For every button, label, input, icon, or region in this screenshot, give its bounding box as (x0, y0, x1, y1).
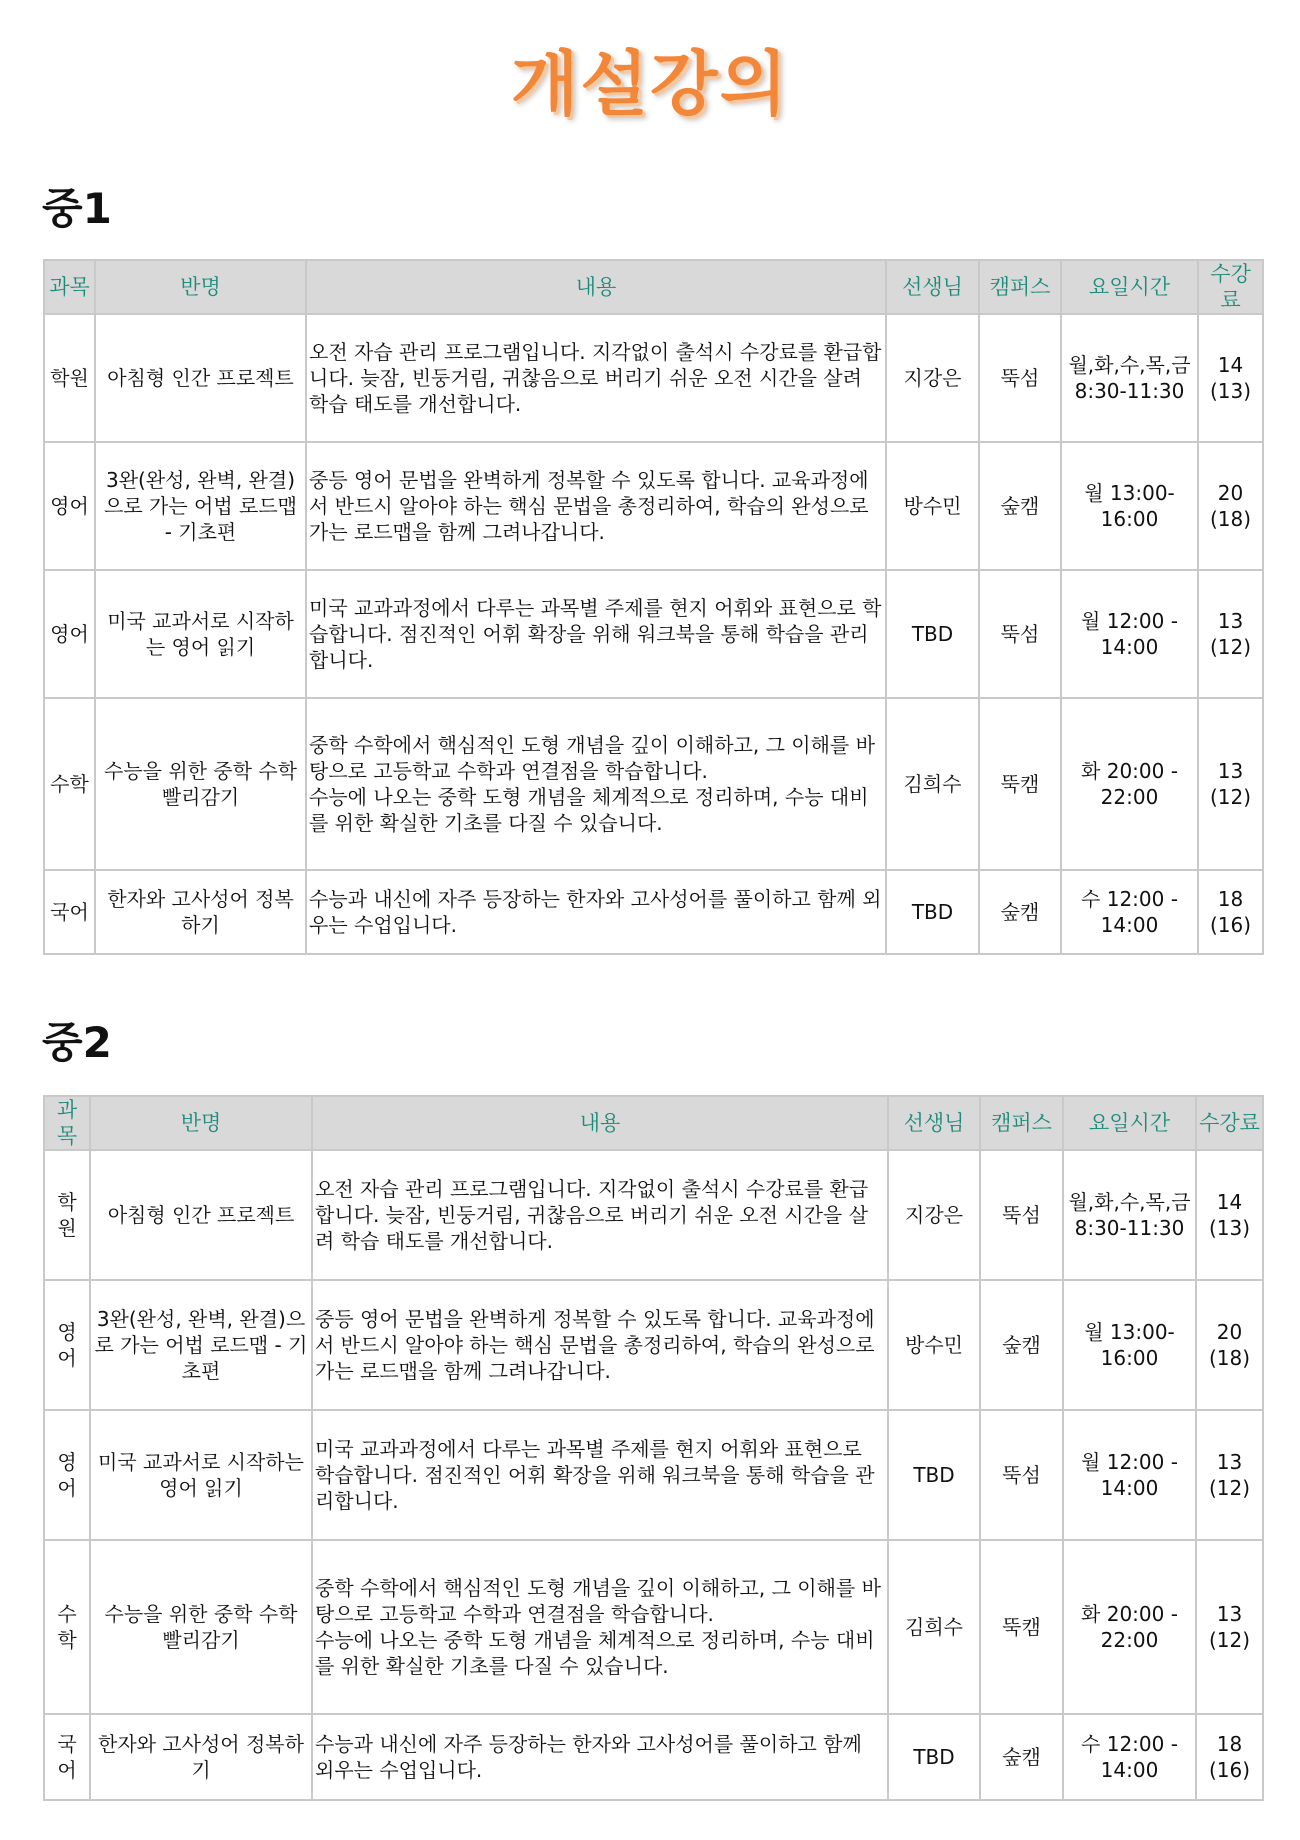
cell-campus: 뚝섬 (979, 570, 1061, 698)
cell-campus: 숲캠 (980, 1714, 1063, 1800)
cell-campus: 뚝캠 (979, 698, 1061, 870)
header-campus: 캠퍼스 (980, 1096, 1063, 1150)
cell-class-name: 3완(완성, 완벽, 완결)으로 가는 어법 로드맵 - 기초편 (90, 1280, 312, 1410)
cell-subject: 수학 (44, 1540, 90, 1714)
header-campus: 캠퍼스 (979, 260, 1061, 314)
cell-campus: 뚝섬 (980, 1410, 1063, 1540)
cell-schedule: 화 20:00 - 22:00 (1063, 1540, 1196, 1714)
cell-class-name: 한자와 고사성어 정복하기 (90, 1714, 312, 1800)
table-row (44, 1410, 1263, 1540)
cell-teacher: TBD (888, 1410, 980, 1540)
cell-schedule: 월 12:00 - 14:00 (1061, 570, 1198, 698)
cell-fee: 18 (16) (1198, 870, 1263, 954)
header-class-name: 반명 (95, 260, 306, 314)
cell-teacher: 김희수 (888, 1540, 980, 1714)
cell-class-name: 아침형 인간 프로젝트 (95, 314, 306, 442)
cell-campus: 숲캠 (979, 442, 1061, 570)
cell-teacher: 지강은 (886, 314, 979, 442)
cell-teacher: 지강은 (888, 1150, 980, 1280)
cell-teacher: 방수민 (888, 1280, 980, 1410)
cell-teacher: TBD (888, 1714, 980, 1800)
cell-campus: 뚝캠 (980, 1540, 1063, 1714)
course-table-middle2 (43, 1095, 1264, 1801)
cell-class-name: 수능을 위한 중학 수학 빨리감기 (90, 1540, 312, 1714)
cell-content: 미국 교과과정에서 다루는 과목별 주제를 현지 어휘와 표현으로 학습합니다. 점진적인 어휘 확장을 위해 워크북을 통해 학습을 관리합니다. (312, 1410, 888, 1540)
table-row (44, 1280, 1263, 1410)
section-title-middle1: 중1 (42, 184, 112, 233)
cell-teacher: 방수민 (886, 442, 979, 570)
cell-fee: 13 (12) (1196, 1410, 1263, 1540)
cell-teacher: 김희수 (886, 698, 979, 870)
cell-content: 중등 영어 문법을 완벽하게 정복할 수 있도록 합니다. 교육과정에서 반드시 알아야 하는 핵심 문법을 총정리하여, 학습의 완성으로 가는 로드맵을 함께 그려나갑니다. (312, 1280, 888, 1410)
cell-schedule: 수 12:00 - 14:00 (1063, 1714, 1196, 1800)
table-row (44, 698, 1263, 870)
header-fee: 수강료 (1198, 260, 1263, 314)
cell-class-name: 한자와 고사성어 정복하기 (95, 870, 306, 954)
cell-content: 수능과 내신에 자주 등장하는 한자와 고사성어를 풀이하고 함께 외우는 수업입니다. (306, 870, 886, 954)
table-row (44, 1540, 1263, 1714)
table-row (44, 870, 1263, 954)
header-schedule: 요일시간 (1063, 1096, 1196, 1150)
cell-subject: 영어 (44, 1410, 90, 1540)
cell-content: 미국 교과과정에서 다루는 과목별 주제를 현지 어휘와 표현으로 학습합니다. 점진적인 어휘 확장을 위해 워크북을 통해 학습을 관리합니다. (306, 570, 886, 698)
header-schedule: 요일시간 (1061, 260, 1198, 314)
cell-content: 오전 자습 관리 프로그램입니다. 지각없이 출석시 수강료를 환급합니다. 늦잠, 빈둥거림, 귀찮음으로 버리기 쉬운 오전 시간을 살려 학습 태도를 개선합니다. (306, 314, 886, 442)
section-title-middle2: 중2 (42, 1018, 112, 1067)
table-row (44, 1150, 1263, 1280)
cell-schedule: 화 20:00 - 22:00 (1061, 698, 1198, 870)
table-row (44, 314, 1263, 442)
cell-fee: 20 (18) (1198, 442, 1263, 570)
cell-campus: 뚝섬 (980, 1150, 1063, 1280)
table-header-row (44, 260, 1263, 314)
cell-class-name: 3완(완성, 완벽, 완결)으로 가는 어법 로드맵 - 기초편 (95, 442, 306, 570)
header-content: 내용 (312, 1096, 888, 1150)
table-row (44, 442, 1263, 570)
cell-class-name: 아침형 인간 프로젝트 (90, 1150, 312, 1280)
cell-schedule: 월 13:00-16:00 (1063, 1280, 1196, 1410)
cell-fee: 13 (12) (1196, 1540, 1263, 1714)
cell-teacher: TBD (886, 870, 979, 954)
cell-class-name: 수능을 위한 중학 수학 빨리감기 (95, 698, 306, 870)
cell-fee: 13 (12) (1198, 698, 1263, 870)
cell-subject: 국어 (44, 1714, 90, 1800)
cell-content: 중등 영어 문법을 완벽하게 정복할 수 있도록 합니다. 교육과정에서 반드시 알아야 하는 핵심 문법을 총정리하여, 학습의 완성으로 가는 로드맵을 함께 그려나갑니다. (306, 442, 886, 570)
header-teacher: 선생님 (888, 1096, 980, 1150)
header-subject: 과목 (44, 260, 95, 314)
header-class-name: 반명 (90, 1096, 312, 1150)
cell-content: 오전 자습 관리 프로그램입니다. 지각없이 출석시 수강료를 환급합니다. 늦잠, 빈둥거림, 귀찮음으로 버리기 쉬운 오전 시간을 살려 학습 태도를 개선합니다. (312, 1150, 888, 1280)
course-table-middle1 (43, 259, 1264, 955)
cell-schedule: 월 12:00 - 14:00 (1063, 1410, 1196, 1540)
cell-subject: 영어 (44, 1280, 90, 1410)
page-title: 개설강의 (510, 43, 790, 125)
cell-schedule: 월 13:00-16:00 (1061, 442, 1198, 570)
cell-content: 수능과 내신에 자주 등장하는 한자와 고사성어를 풀이하고 함께 외우는 수업입니다. (312, 1714, 888, 1800)
cell-campus: 숲캠 (979, 870, 1061, 954)
header-teacher: 선생님 (886, 260, 979, 314)
cell-class-name: 미국 교과서로 시작하는 영어 읽기 (90, 1410, 312, 1540)
cell-fee: 14 (13) (1196, 1150, 1263, 1280)
cell-schedule: 월,화,수,목,금 8:30-11:30 (1061, 314, 1198, 442)
cell-subject: 영어 (44, 570, 95, 698)
cell-fee: 13 (12) (1198, 570, 1263, 698)
cell-fee: 20 (18) (1196, 1280, 1263, 1410)
table-row (44, 570, 1263, 698)
header-content: 내용 (306, 260, 886, 314)
table-header-row (44, 1096, 1263, 1150)
cell-fee: 18 (16) (1196, 1714, 1263, 1800)
cell-content: 중학 수학에서 핵심적인 도형 개념을 깊이 이해하고, 그 이해를 바탕으로 고등학교 수학과 연결점을 학습합니다. 수능에 나오는 중학 도형 개념을 체계적으로 정리하며, 수능 대비를 위한 확실한 기초를 다질 수 있습니다. (306, 698, 886, 870)
cell-subject: 국어 (44, 870, 95, 954)
cell-subject: 학원 (44, 314, 95, 442)
cell-campus: 뚝섬 (979, 314, 1061, 442)
cell-schedule: 월,화,수,목,금 8:30-11:30 (1063, 1150, 1196, 1280)
cell-subject: 학원 (44, 1150, 90, 1280)
header-subject: 과목 (44, 1096, 90, 1150)
cell-fee: 14 (13) (1198, 314, 1263, 442)
cell-schedule: 수 12:00 - 14:00 (1061, 870, 1198, 954)
cell-class-name: 미국 교과서로 시작하는 영어 읽기 (95, 570, 306, 698)
table-row (44, 1714, 1263, 1800)
cell-campus: 숲캠 (980, 1280, 1063, 1410)
cell-subject: 영어 (44, 442, 95, 570)
header-fee: 수강료 (1196, 1096, 1263, 1150)
cell-subject: 수학 (44, 698, 95, 870)
cell-teacher: TBD (886, 570, 979, 698)
cell-content: 중학 수학에서 핵심적인 도형 개념을 깊이 이해하고, 그 이해를 바탕으로 고등학교 수학과 연결점을 학습합니다. 수능에 나오는 중학 도형 개념을 체계적으로 정리하며, 수능 대비를 위한 확실한 기초를 다질 수 있습니다. (312, 1540, 888, 1714)
